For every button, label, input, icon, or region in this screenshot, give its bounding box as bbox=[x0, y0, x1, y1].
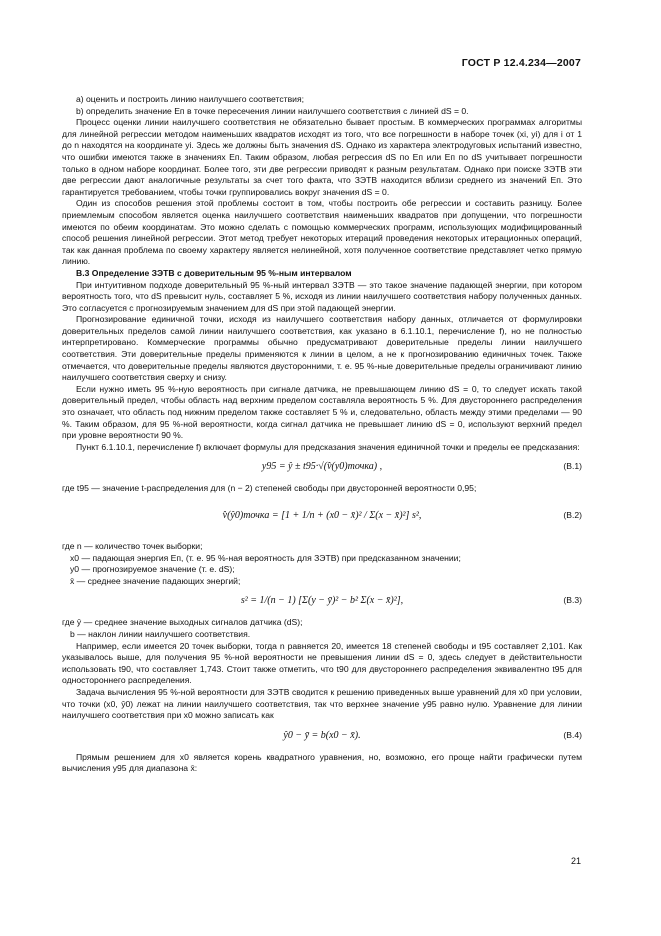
list-item-a: а) оценить и построить линию наилучшего соответствия; bbox=[76, 94, 305, 104]
paragraph: Прогнозирование единичной точки, исходя из наилучшего соответствия набору данных, отличается от формулировки доверительных пределов самой линии наилучшего соответствия, как указано в 6.1.10.1, перечисление f), но не полностью интерпретировано. Коммерческие программы обычно предусматривают доверительные пределы линии наилучшего соответствия. Эти доверительные пределы применяются к линии в целом, а не к прогнозированию единичных точек. Также отмечается, что доверительные пределы являются двусторонними, т. е. 95 %-ные доверительные пределы ограничивают линию наилучшего соответствия сверху и снизу. bbox=[62, 314, 582, 383]
section-heading: В.3 Определение ЗЭТВ с доверительным 95 %-ным интервалом bbox=[76, 267, 352, 278]
formula-expression: ŷ0 − ȳ = b(x0 − x̄). bbox=[283, 729, 361, 741]
paragraph: Если нужно иметь 95 %-ную вероятность при сигнале датчика, не превышающем линию dS = 0, то следует искать такой доверительный предел, чтобы область над верхним пределом составляла вероятность 5 %. Для двустороннего распределения это означает, что область под нижним пределом также составляет 5 % и, следовательно, область между этими пределами — 90 %. Таким образом, для 95 %-ной вероятности, когда сигнал датчика не превышает линию dS = 0, используют верхний предел при уровне вероятности 90 %. bbox=[62, 383, 582, 441]
definition-item: b — наклон линии наилучшего соответствия. bbox=[70, 628, 251, 639]
formula-number: (В.4) bbox=[563, 729, 582, 740]
page-number: 21 bbox=[570, 856, 581, 866]
paragraph: Задача вычисления 95 %-ной вероятности для ЗЭТВ сводится к решению приведенных выше уравнений для x0 при условии, что точки (x0, ŷ0) лежат на линии наилучшего соответствия, так что верхнее значение y95 равно нулю. Уравнение для линии наилучшего соответствия при x0 можно записать как bbox=[62, 686, 582, 721]
formula-b4 bbox=[62, 725, 582, 749]
paragraph: где t95 — значение t-распределения для (n − 2) степеней свободы при двусторонней вероятности 0,95; bbox=[62, 483, 477, 494]
formula-number: (В.1) bbox=[563, 461, 582, 472]
definition-item: где ȳ — среднее значение выходных сигналов датчика (dS); bbox=[62, 617, 303, 628]
paragraph: Один из способов решения этой проблемы состоит в том, чтобы построить обе регрессии и составить разницу. Более приемлемым способом является оценка наилучшего соответствия наименьших квадратов при допущении, что погрешности имеются по обеим координатам. Это можно сделать с помощью коммерческих программ, использующих модифицированный способ решения линейной регрессии. Этот метод требует некоторых итераций проведения некоторых итерационных операций, так как данная проблема по своему характеру является нелинейной, хотя полученное соответствие представляет четко прямую линию. bbox=[62, 198, 582, 267]
formula-number: (В.3) bbox=[563, 595, 582, 606]
definition-item: x0 — падающая энергия Eп, (т. е. 95 %-ная вероятность для ЗЭТВ) при предсказанном значении; bbox=[70, 552, 461, 563]
formula-expression: s² = 1/(n − 1) [Σ(y − ȳ)² − b² Σ(x − x̄)²], bbox=[240, 595, 404, 607]
formula-number: (В.2) bbox=[563, 510, 582, 520]
paragraph: При интуитивном подходе доверительный 95 %-ный интервал ЗЭТВ — это такое значение падающей энергии, при котором вероятность того, что dS превысит нуль, составляет 5 %, исходя из линии наилучшего соответствия набору полученных данных. Это согласуется с прогнозируемым значением для dS при этой падающей энергии. bbox=[62, 279, 582, 313]
definition-item: y0 — прогнозируемое значение (т. е. dS); bbox=[70, 564, 235, 575]
paragraph: Пункт 6.1.10.1, перечисление f) включает формулы для предсказания значения единичной точки и пределы ее предсказания: bbox=[76, 441, 580, 452]
document-header: ГОСТ Р 12.4.234—2007 bbox=[461, 57, 581, 69]
list-item-b: b) определить значение Eп в точке пересечения линии наилучшего соответствия с линией dS = 0. bbox=[76, 105, 469, 116]
formula-b1 bbox=[62, 456, 582, 480]
paragraph: Прямым решением для x0 является корень квадратного уравнения, но, возможно, его проще найти графически путем вычисления y95 для диапазона x̄: bbox=[62, 751, 582, 774]
paragraph: Например, если имеется 20 точек выборки, тогда n равняется 20, имеется 18 степеней свободы и t95 составляет 2,101. Как указывалось выше, для получения 95 %-ной вероятности не превышения линии dS = 0, здесь следует в действительности использовать t90, что составляет 1,743. Стоит также отметить, что t90 для двустороннего распределения эквивалентно t95 для одностороннего распределения. bbox=[62, 640, 582, 686]
document-body bbox=[62, 94, 582, 775]
formula-b3 bbox=[62, 590, 582, 614]
formula-b2 bbox=[62, 498, 582, 538]
definition-item: x̄ — среднее значение падающих энергий; bbox=[70, 575, 241, 586]
definition-item: где n — количество точек выборки; bbox=[62, 541, 203, 551]
formula-expression: v̂(ŷ0)точка = [1 + 1/n + (x0 − x̄)² / Σ(x − x̄)²] s², bbox=[222, 510, 422, 521]
paragraph: Процесс оценки линии наилучшего соответствия не обязательно бывает простым. В коммерческих программах алгоритмы для линейной регрессии методом наименьших квадратов исходят из того, что все погрешности в наборе точек (xi, yi) для i от 1 до n находятся на координате yi. Здесь же должны быть значения dS. Однако из характера электродуговых испытаний известно, что ошибки имеются также в значениях Eп. Таким образом, любая регрессия dS по Eп или Eп по dS учитывает погрешности только в одном наборе координат. Более того, эти две регрессии приводят к разным результатам. Однако при поиске ЗЭТВ эти две регрессии дают аналогичные результаты за счет того факта, что ЗЭТВ находится вблизи среднего из значений Eп. Это гарантируется требованием, чтобы точки группировались вокруг значения dS = 0. bbox=[62, 117, 582, 197]
formula-expression: y95 = ŷ ± t95·√(v̂(y0)точка) , bbox=[261, 461, 383, 473]
